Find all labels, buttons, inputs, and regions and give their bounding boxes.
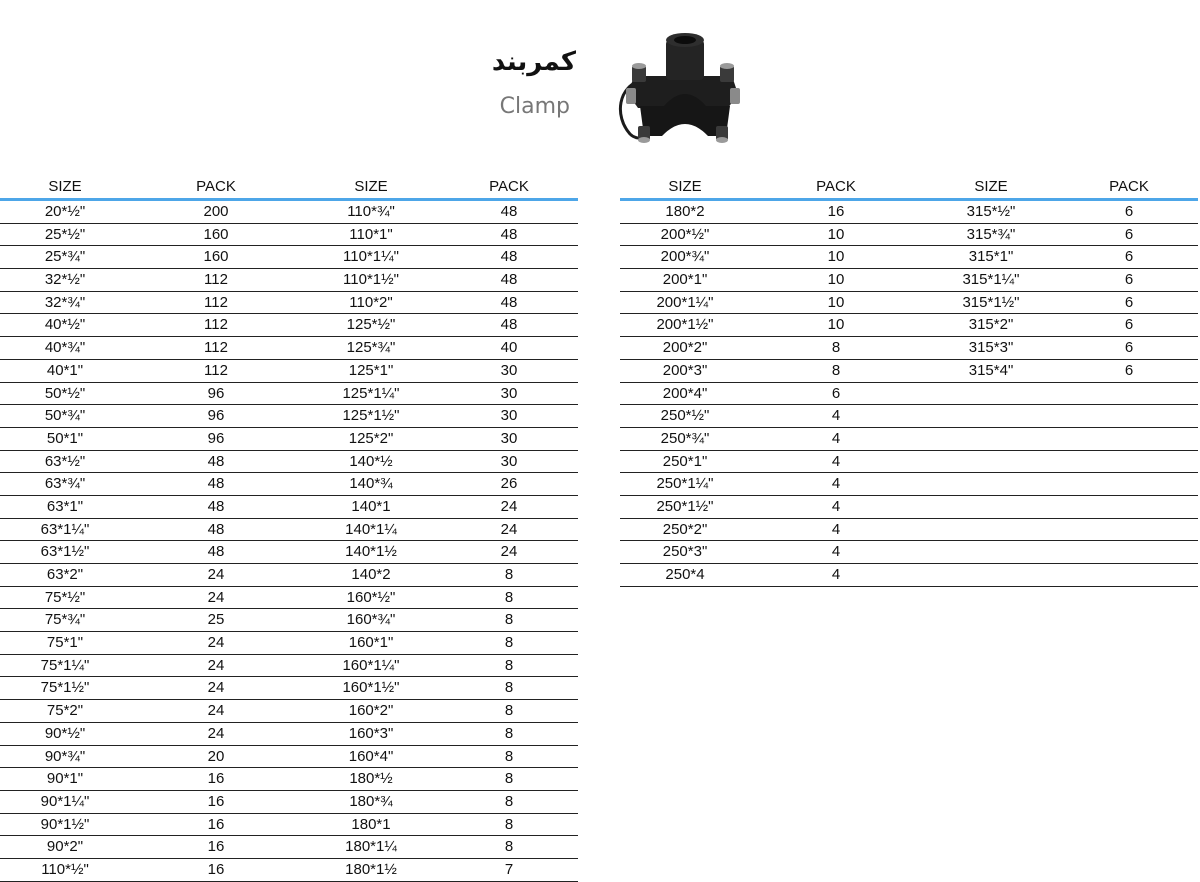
table-row xyxy=(0,746,578,769)
pack-cell: 8 xyxy=(504,656,514,674)
size-cell: 250*¾" xyxy=(660,429,710,447)
pack-cell: 24 xyxy=(207,588,225,606)
size-cell: 200*½" xyxy=(660,225,710,243)
table-row xyxy=(0,383,578,406)
size-cell: 110*¾" xyxy=(347,203,395,220)
table-row xyxy=(0,859,578,882)
table-row xyxy=(620,496,1198,519)
size-cell: 75*½" xyxy=(44,588,86,606)
pack-cell: 200 xyxy=(203,203,229,220)
pack-cell: 8 xyxy=(504,792,514,810)
pack-cell: 48 xyxy=(207,452,225,470)
header-pack: PACK xyxy=(196,178,236,195)
pack-cell: 16 xyxy=(207,770,225,788)
pack-cell: 6 xyxy=(1124,361,1134,379)
pack-cell: 30 xyxy=(500,452,518,470)
size-cell: 160*2" xyxy=(348,702,394,720)
pack-cell: 4 xyxy=(831,566,841,583)
pack-cell: 6 xyxy=(831,384,841,402)
size-cell: 250*1½" xyxy=(656,497,714,515)
size-cell: 160*1¼" xyxy=(342,656,400,674)
size-cell: 90*1" xyxy=(46,770,84,788)
pack-cell: 112 xyxy=(204,293,228,311)
table-row xyxy=(0,768,578,791)
size-cell xyxy=(922,383,1060,405)
header-pack: PACK xyxy=(489,178,529,195)
pack-cell: 48 xyxy=(207,520,225,538)
table-row xyxy=(0,677,578,700)
pack-cell: 4 xyxy=(831,475,841,493)
size-cell xyxy=(922,473,1060,495)
size-cell: 180*1¼ xyxy=(345,838,397,856)
pack-cell: 48 xyxy=(500,293,518,311)
pack-cell: 24 xyxy=(500,543,518,561)
pack-cell: 6 xyxy=(1124,248,1134,266)
pack-cell: 6 xyxy=(1124,225,1134,243)
table-row xyxy=(0,405,578,428)
pack-cell xyxy=(1060,405,1198,427)
table-row xyxy=(0,337,578,360)
size-cell: 315*2" xyxy=(968,316,1014,334)
size-cell: 90*½" xyxy=(44,724,86,742)
table-row xyxy=(620,541,1198,564)
size-cell: 125*1½" xyxy=(342,407,400,425)
size-cell: 200*2" xyxy=(662,339,708,357)
table-header xyxy=(0,174,578,201)
size-cell: 40*½" xyxy=(44,316,86,334)
size-cell: 315*1" xyxy=(968,248,1014,266)
pack-cell: 30 xyxy=(500,384,518,402)
pack-cell: 26 xyxy=(500,475,518,493)
pack-cell: 16 xyxy=(207,838,225,856)
table-row xyxy=(0,292,578,315)
pack-cell: 24 xyxy=(207,656,225,674)
pack-cell: 160 xyxy=(203,248,229,266)
pack-cell: 8 xyxy=(504,611,514,629)
size-cell: 250*½" xyxy=(660,407,710,425)
clamp-saddle-product-image xyxy=(608,16,758,150)
table-row xyxy=(0,632,578,655)
table-row xyxy=(0,496,578,519)
size-cell: 160*3" xyxy=(348,724,394,742)
size-cell: 200*1¼" xyxy=(656,293,714,311)
table-row xyxy=(620,405,1198,428)
size-cell: 50*½" xyxy=(44,384,86,402)
size-cell: 160*4" xyxy=(348,747,394,765)
size-cell: 315*1¼" xyxy=(962,271,1020,289)
size-cell: 160*¾" xyxy=(346,611,396,629)
size-cell: 75*1" xyxy=(46,634,84,652)
pack-cell xyxy=(1060,428,1198,450)
table-row xyxy=(0,269,578,292)
size-cell: 20*½" xyxy=(44,203,86,220)
table-row xyxy=(620,360,1198,383)
pack-cell: 96 xyxy=(207,407,225,425)
table-row xyxy=(620,519,1198,542)
pack-cell xyxy=(1060,564,1198,586)
sizes-table-left xyxy=(0,174,578,882)
size-cell: 180*2 xyxy=(665,203,705,220)
size-cell: 110*1½" xyxy=(343,271,399,289)
size-cell xyxy=(922,519,1060,541)
size-cell xyxy=(922,496,1060,518)
table-row xyxy=(620,473,1198,496)
table-row xyxy=(620,383,1198,406)
size-cell: 315*¾" xyxy=(966,225,1016,243)
pack-cell: 4 xyxy=(831,543,841,561)
pack-cell: 7 xyxy=(504,860,514,878)
size-cell: 180*1 xyxy=(351,815,391,833)
pack-cell: 8 xyxy=(504,566,514,583)
table-row xyxy=(620,269,1198,292)
size-cell: 125*1" xyxy=(348,361,394,379)
size-cell: 32*¾" xyxy=(44,293,86,311)
table-row xyxy=(620,224,1198,247)
table-row xyxy=(0,587,578,610)
size-cell: 250*1¼" xyxy=(656,475,714,493)
size-cell: 110*2" xyxy=(349,293,393,311)
pack-cell: 24 xyxy=(207,634,225,652)
table-row xyxy=(0,473,578,496)
size-cell: 50*1" xyxy=(46,429,84,447)
pack-cell xyxy=(1060,383,1198,405)
pack-cell: 8 xyxy=(504,815,514,833)
size-cell: 140*¾ xyxy=(349,475,393,493)
pack-cell: 30 xyxy=(500,429,518,447)
title-english: Clamp xyxy=(499,94,570,119)
size-cell: 63*½" xyxy=(44,452,86,470)
pack-cell: 48 xyxy=(500,316,518,334)
size-cell: 75*1½" xyxy=(40,679,90,697)
size-cell xyxy=(922,428,1060,450)
table-row xyxy=(620,428,1198,451)
pack-cell: 48 xyxy=(500,203,518,220)
header-pack: PACK xyxy=(1109,178,1149,195)
table-row xyxy=(620,292,1198,315)
pack-cell: 24 xyxy=(207,566,225,583)
pack-cell: 48 xyxy=(207,497,225,515)
pack-cell: 6 xyxy=(1124,293,1134,311)
size-cell: 200*1½" xyxy=(656,316,714,334)
pack-cell: 96 xyxy=(207,384,225,402)
size-cell xyxy=(922,451,1060,473)
table-row xyxy=(0,700,578,723)
size-cell: 200*¾" xyxy=(660,248,710,266)
table-row xyxy=(0,314,578,337)
table-row xyxy=(620,314,1198,337)
pack-cell: 112 xyxy=(204,271,228,289)
table-row xyxy=(0,723,578,746)
pack-cell: 4 xyxy=(831,452,841,470)
table-header xyxy=(620,174,1198,201)
table-row xyxy=(0,814,578,837)
table-row xyxy=(0,451,578,474)
table-row xyxy=(0,201,578,224)
size-cell: 140*1 xyxy=(351,497,391,515)
size-cell: 140*1½ xyxy=(345,543,397,561)
pack-cell: 24 xyxy=(207,702,225,720)
pack-cell: 24 xyxy=(500,520,518,538)
table-row xyxy=(0,519,578,542)
size-cell xyxy=(922,541,1060,563)
size-cell: 250*1" xyxy=(662,452,708,470)
table-row xyxy=(0,541,578,564)
pack-cell: 16 xyxy=(207,792,225,810)
header-pack: PACK xyxy=(816,178,856,195)
size-cell: 200*4" xyxy=(662,384,708,402)
size-cell: 32*½" xyxy=(44,271,86,289)
pack-cell: 16 xyxy=(827,203,845,220)
pack-cell: 8 xyxy=(504,724,514,742)
pack-cell: 6 xyxy=(1124,339,1134,357)
size-cell: 315*½" xyxy=(966,203,1016,220)
size-cell xyxy=(922,405,1060,427)
pack-cell: 8 xyxy=(831,361,841,379)
size-cell: 63*1" xyxy=(46,497,84,515)
size-cell: 140*1¼ xyxy=(345,520,397,538)
pack-cell: 48 xyxy=(207,543,225,561)
table-row xyxy=(0,836,578,859)
pack-cell xyxy=(1060,541,1198,563)
pack-cell xyxy=(1060,451,1198,473)
pack-cell: 8 xyxy=(504,770,514,788)
pack-cell: 4 xyxy=(831,520,841,538)
size-cell: 63*2" xyxy=(46,566,84,583)
pack-cell: 25 xyxy=(207,611,225,629)
pack-cell: 40 xyxy=(500,339,518,357)
pack-cell: 20 xyxy=(207,747,225,765)
pack-cell: 8 xyxy=(831,339,841,357)
pack-cell: 30 xyxy=(500,361,518,379)
pack-cell: 48 xyxy=(500,271,518,289)
pack-cell: 96 xyxy=(207,429,225,447)
pack-cell: 16 xyxy=(207,815,225,833)
table-row xyxy=(0,609,578,632)
size-cell: 90*¾" xyxy=(44,747,86,765)
size-cell: 125*¾" xyxy=(346,339,396,357)
header-size: SIZE xyxy=(668,178,702,195)
table-row xyxy=(0,655,578,678)
size-cell: 125*2" xyxy=(348,429,394,447)
pack-cell: 48 xyxy=(207,475,225,493)
pack-cell: 30 xyxy=(500,407,518,425)
size-cell: 315*4" xyxy=(968,361,1014,379)
table-row xyxy=(0,428,578,451)
size-cell: 200*3" xyxy=(662,361,708,379)
pack-cell: 10 xyxy=(827,225,845,243)
header-size: SIZE xyxy=(974,178,1008,195)
size-cell: 160*½" xyxy=(346,588,396,606)
size-cell: 63*¾" xyxy=(44,475,86,493)
size-cell: 160*1½" xyxy=(342,679,400,697)
size-cell: 160*1" xyxy=(348,634,394,652)
size-cell: 40*¾" xyxy=(44,339,86,357)
table-row xyxy=(0,246,578,269)
table-row xyxy=(0,360,578,383)
size-cell: 90*1¼" xyxy=(40,792,90,810)
size-cell: 125*1¼" xyxy=(342,384,400,402)
pack-cell: 8 xyxy=(504,588,514,606)
pack-cell: 24 xyxy=(207,724,225,742)
pack-cell: 8 xyxy=(504,747,514,765)
size-cell: 25*¾" xyxy=(44,248,86,266)
size-cell: 50*¾" xyxy=(44,407,86,425)
size-cell: 25*½" xyxy=(44,225,86,243)
table-row xyxy=(620,337,1198,360)
size-cell: 140*½ xyxy=(349,452,393,470)
size-cell: 180*¾ xyxy=(349,792,393,810)
pack-cell: 10 xyxy=(827,316,845,334)
size-cell: 63*1½" xyxy=(40,543,90,561)
pack-cell: 16 xyxy=(207,860,225,878)
pack-cell: 48 xyxy=(500,225,518,243)
size-cell xyxy=(922,564,1060,586)
size-cell: 250*4 xyxy=(665,566,705,583)
pack-cell: 8 xyxy=(504,838,514,856)
pack-cell: 48 xyxy=(500,248,518,266)
pack-cell: 6 xyxy=(1124,316,1134,334)
table-row xyxy=(0,224,578,247)
pack-cell: 10 xyxy=(827,293,845,311)
pack-cell: 4 xyxy=(831,407,841,425)
size-cell: 90*2" xyxy=(46,838,84,856)
table-row xyxy=(620,564,1198,587)
pack-cell: 160 xyxy=(203,225,229,243)
pack-cell xyxy=(1060,519,1198,541)
size-cell: 75*¾" xyxy=(44,611,86,629)
table-row xyxy=(620,451,1198,474)
pack-cell: 24 xyxy=(207,679,225,697)
pack-cell xyxy=(1060,473,1198,495)
size-cell: 125*½" xyxy=(346,316,396,334)
size-cell: 200*1" xyxy=(662,271,708,289)
size-cell: 110*1¼" xyxy=(343,248,399,266)
size-cell: 110*½" xyxy=(41,860,89,878)
size-cell: 180*½ xyxy=(349,770,393,788)
title-persian: کمربند xyxy=(491,47,576,77)
pack-cell: 10 xyxy=(827,271,845,289)
table-row xyxy=(0,791,578,814)
pack-cell: 112 xyxy=(204,339,228,357)
size-cell: 90*1½" xyxy=(40,815,90,833)
pack-cell: 112 xyxy=(204,316,228,334)
pack-cell: 24 xyxy=(500,497,518,515)
pack-cell: 10 xyxy=(827,248,845,266)
table-row xyxy=(620,246,1198,269)
pack-cell: 4 xyxy=(831,497,841,515)
size-cell: 315*3" xyxy=(968,339,1014,357)
size-cell: 250*2" xyxy=(662,520,708,538)
table-row xyxy=(620,201,1198,224)
size-cell: 63*1¼" xyxy=(40,520,90,538)
header-size: SIZE xyxy=(354,178,388,195)
size-cell: 315*1½" xyxy=(962,293,1020,311)
pack-cell: 8 xyxy=(504,702,514,720)
size-cell: 110*1" xyxy=(349,225,393,243)
size-cell: 250*3" xyxy=(662,543,708,561)
size-cell: 180*1½ xyxy=(345,860,397,878)
size-cell: 75*2" xyxy=(46,702,84,720)
pack-cell: 8 xyxy=(504,634,514,652)
size-cell: 140*2 xyxy=(351,566,391,583)
pack-cell: 4 xyxy=(831,429,841,447)
pack-cell xyxy=(1060,496,1198,518)
pack-cell: 6 xyxy=(1124,271,1134,289)
table-row xyxy=(0,564,578,587)
pack-cell: 112 xyxy=(204,361,228,379)
pack-cell: 8 xyxy=(504,679,514,697)
pack-cell: 6 xyxy=(1124,203,1134,220)
size-cell: 75*1¼" xyxy=(40,656,90,674)
sizes-table-right xyxy=(620,174,1198,587)
size-cell: 40*1" xyxy=(46,361,84,379)
header-size: SIZE xyxy=(48,178,82,195)
